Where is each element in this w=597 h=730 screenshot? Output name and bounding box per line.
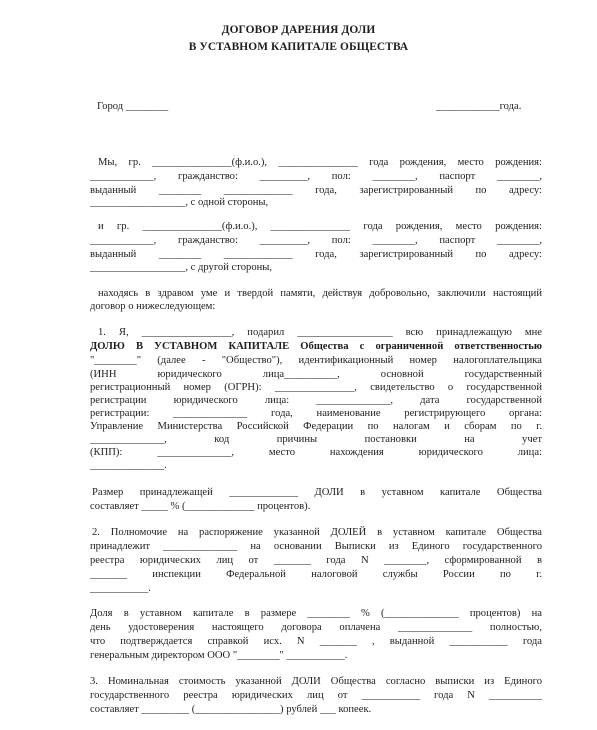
text-line: ______________, код причины постановки на учет bbox=[90, 434, 542, 445]
text-line: Доля в уставном капитале в размере ________ % (______________ процентов) на bbox=[90, 608, 542, 619]
text-line: и гр. _______________(ф.и.о.), _______________ года рождения, место рождения: bbox=[98, 221, 542, 232]
text-line: составляет _____ % (_____________ процентов). bbox=[90, 501, 311, 512]
text-line: реестра юридических лиц от _______ года N ________, сформированной в bbox=[90, 555, 542, 566]
text-line: принадлежит ______________ на основании Выписки из Единого государственного bbox=[90, 541, 542, 552]
text-line: регистрации юридического лица: ______________, дата государственной bbox=[90, 395, 542, 406]
text-line: 1. Я, _________________, подарил __________________ всю принадлежащую мне bbox=[98, 327, 542, 338]
text-line: ____________, гражданство: _________, пол: ________, паспорт ________, bbox=[90, 171, 542, 182]
text-line: регистрации: ______________ года, наименование регистрирующего органа: bbox=[90, 408, 542, 419]
text-line: что подтверждается справкой исх. N _______ , выданной ___________ года bbox=[90, 636, 542, 647]
text-line: выданный ________ _____________ года, зарегистрированный по адресу: bbox=[90, 185, 542, 196]
document-title: ДОГОВОР ДАРЕНИЯ ДОЛИ bbox=[221, 24, 376, 36]
text-line: _______ инспекции Федеральной налоговой службы России по г. bbox=[90, 569, 542, 580]
city-field: Город ________ bbox=[97, 101, 169, 112]
text-line: ДОЛЮ В УСТАВНОМ КАПИТАЛЕ Общества с ограниченной ответственностью bbox=[90, 341, 542, 352]
text-line: 2. Полномочие на распоряжение указанной ДОЛЕЙ в уставном капитале Общества bbox=[92, 527, 542, 538]
text-line: государственного реестра юридических лиц от ___________ года N __________ bbox=[90, 690, 542, 701]
date-field: ____________года. bbox=[436, 101, 522, 112]
text-line: __________________, с одной стороны, bbox=[90, 197, 269, 208]
text-line: ____________, гражданство: _________, пол: ________, паспорт ________, bbox=[90, 235, 542, 246]
text-line: находясь в здравом уме и твердой памяти, действуя добровольно, заключили настоящий bbox=[98, 288, 542, 299]
text-line: Управление Министерства Российской Федерации по налогам и сборам по г. bbox=[90, 421, 542, 432]
text-line: 3. Номинальная стоимость указанной ДОЛИ Общества согласно выписки из Единого bbox=[90, 676, 542, 687]
text-line: (КПП): ______________, место нахождения юридического лица: bbox=[90, 447, 542, 458]
text-line: ___________. bbox=[90, 583, 151, 594]
text-line: __________________, с другой стороны, bbox=[90, 262, 273, 273]
text-line: (ИНН юридического лица__________, основной государственный bbox=[90, 369, 542, 380]
text-line: Размер принадлежащей _____________ ДОЛИ в уставном капитале Общества bbox=[92, 487, 542, 498]
text-line: договор о нижеследующем: bbox=[90, 301, 216, 312]
text-line: регистрационный номер (ОГРН): _______________, свидетельство о государственной bbox=[90, 382, 542, 393]
document-subtitle: В УСТАВНОМ КАПИТАЛЕ ОБЩЕСТВА bbox=[188, 41, 409, 53]
text-line: ______________. bbox=[90, 460, 167, 471]
text-line: Мы, гр. _______________(ф.и.о.), _______________ года рождения, место рождения: bbox=[98, 157, 542, 168]
text-line: "________" (далее - "Общество"), идентификационный номер налогоплательщика bbox=[90, 355, 542, 366]
text-line: выданный ________ _____________ года, зарегистрированный по адресу: bbox=[90, 249, 542, 260]
text-line: генеральным директором ООО "________" ___________. bbox=[90, 650, 348, 661]
text-line: день удостоверения настоящего договора оплачена ______________ полностью, bbox=[90, 622, 542, 633]
text-line: составляет _________ (________________) рублей ___ копеек. bbox=[90, 704, 372, 715]
